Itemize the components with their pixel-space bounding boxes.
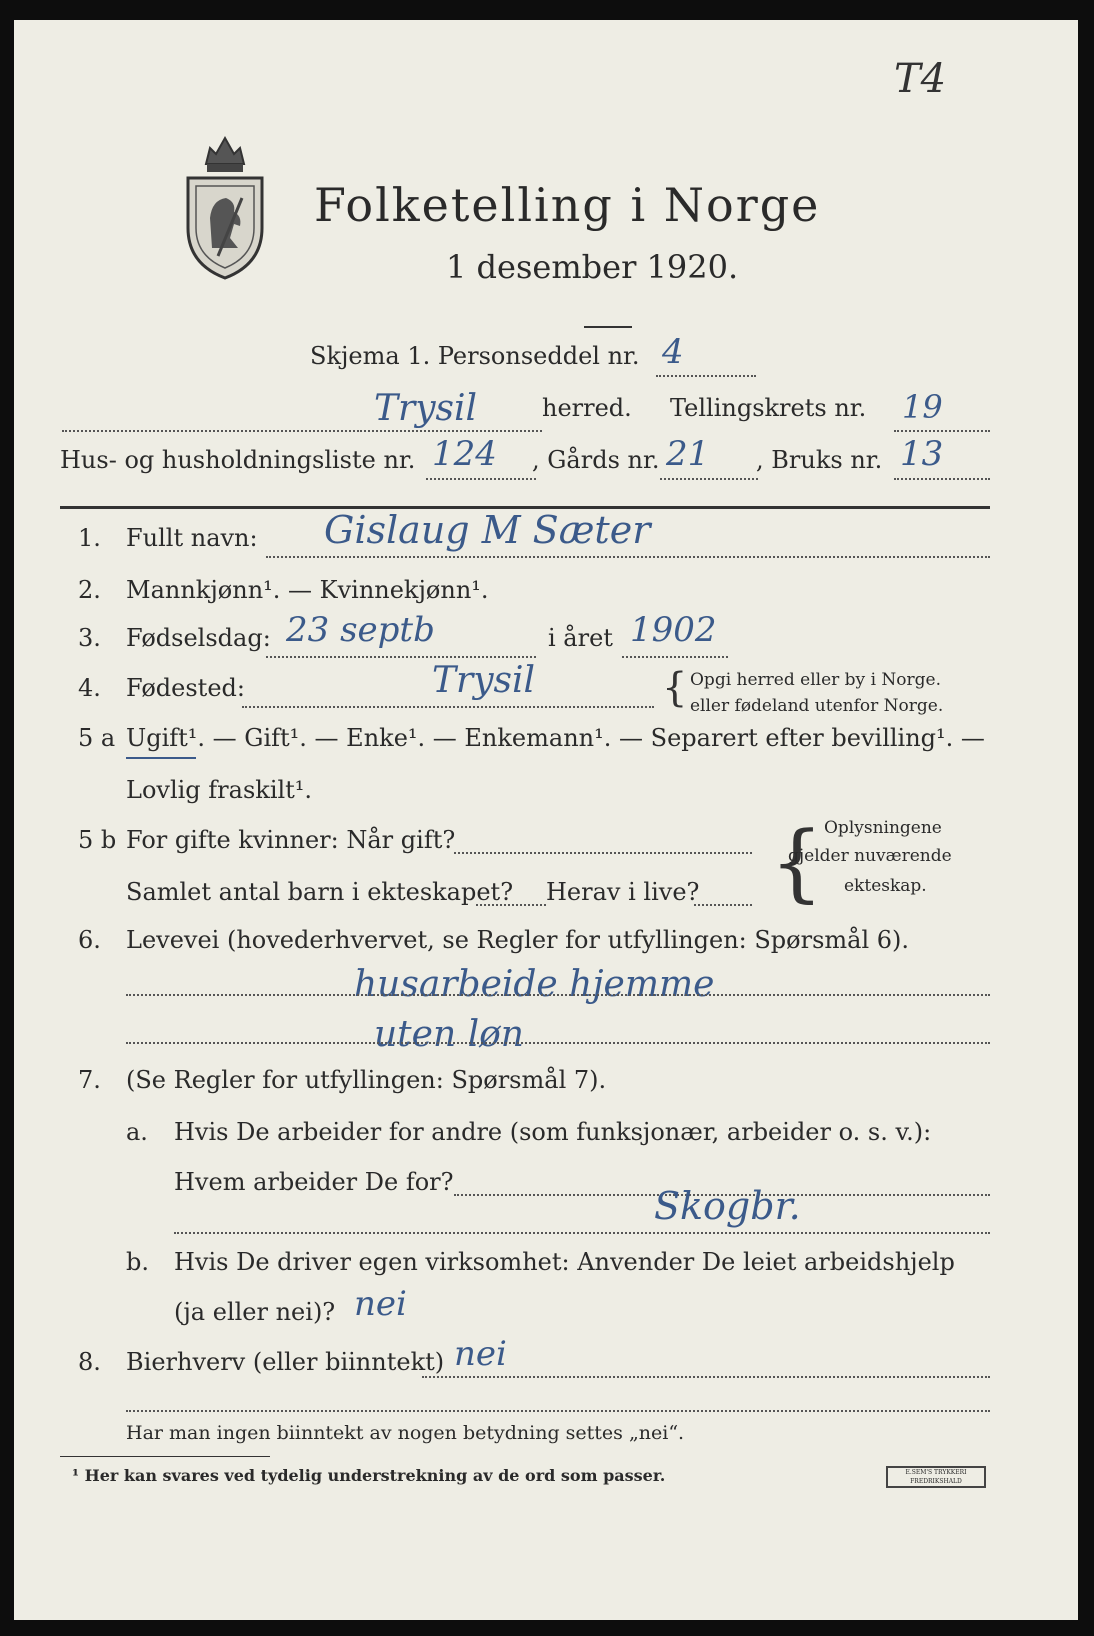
- herred-label: herred.: [542, 394, 632, 422]
- q5b-note-1: Oplysningene: [824, 818, 942, 838]
- q7a-number: a.: [126, 1118, 148, 1146]
- title-divider: [584, 326, 632, 328]
- q5b-label: For gifte kvinner: Når gift?: [126, 826, 456, 854]
- q5a-label-2: Lovlig fraskilt¹.: [126, 776, 313, 804]
- q7a-label-2: Hvem arbeider De for?: [174, 1168, 454, 1196]
- tellingskrets-label: Tellingskrets nr.: [670, 394, 867, 422]
- q7-number: 7.: [78, 1066, 101, 1094]
- q5b-note-2: gjelder nuværende: [788, 846, 952, 866]
- bruks-label: , Bruks nr.: [756, 446, 883, 474]
- q3-label: Fødselsdag:: [126, 624, 271, 652]
- q5b-dots-3: [694, 904, 752, 906]
- q3-year-dots: [622, 656, 728, 658]
- husliste-label: Hus- og husholdningsliste nr.: [60, 446, 416, 474]
- herred-dots-left: [62, 430, 362, 432]
- corner-mark: T4: [894, 56, 947, 102]
- footnote-rule: [60, 1456, 270, 1457]
- census-form: [14, 20, 1078, 1620]
- schema-dots: [656, 375, 756, 377]
- q8-label: Bierhverv (eller biinntekt): [126, 1348, 445, 1376]
- q5b-label-3: Herav i live?: [546, 878, 700, 906]
- herred-dots: [364, 430, 542, 432]
- q4-note-2: eller fødeland utenfor Norge.: [690, 696, 944, 716]
- q8-number: 8.: [78, 1348, 101, 1376]
- q6-number: 6.: [78, 926, 101, 954]
- footnote: ¹ Her kan svares ved tydelig understrekning av de ord som passer.: [72, 1466, 666, 1485]
- q7b-label-2: (ja eller nei)?: [174, 1298, 336, 1326]
- q7a-label: Hvis De arbeider for andre (som funksjonær, arbeider o. s. v.):: [174, 1118, 932, 1146]
- q4-note-1: Opgi herred eller by i Norge.: [690, 670, 941, 690]
- schema-label: Skjema 1. Personseddel nr.: [310, 342, 640, 370]
- gards-label: , Gårds nr.: [532, 446, 660, 474]
- q1-dots: [266, 556, 990, 558]
- bruks-value[interactable]: 13: [900, 434, 944, 474]
- q7b-value[interactable]: nei: [354, 1284, 407, 1324]
- q4-number: 4.: [78, 674, 101, 702]
- q6-dots-2: [126, 1042, 990, 1044]
- q4-brace: {: [662, 665, 688, 711]
- q1-label: Fullt navn:: [126, 524, 258, 552]
- q5b-dots: [454, 852, 752, 854]
- q4-value[interactable]: Trysil: [432, 660, 536, 701]
- gards-value[interactable]: 21: [666, 434, 710, 474]
- bruks-dots: [894, 478, 990, 480]
- q5a-number: 5 a: [78, 724, 116, 752]
- q3-year-label: i året: [548, 624, 613, 652]
- tellingskrets-dots: [894, 430, 990, 432]
- q6-value-2[interactable]: uten løn: [374, 1014, 524, 1055]
- tellingskrets-value[interactable]: 19: [902, 388, 943, 426]
- husliste-value[interactable]: 124: [432, 434, 497, 474]
- schema-value[interactable]: 4: [662, 332, 684, 372]
- q5b-number: 5 b: [78, 826, 117, 854]
- q4-dots: [242, 706, 654, 708]
- q6-dots-1: [126, 994, 990, 996]
- q6-value-1[interactable]: husarbeide hjemme: [354, 964, 715, 1005]
- q5b-dots-2: [476, 904, 546, 906]
- q8-value[interactable]: nei: [454, 1334, 507, 1374]
- q7b-number: b.: [126, 1248, 149, 1276]
- q7a-value[interactable]: Skogbr.: [654, 1184, 801, 1228]
- note-nei: Har man ingen biinntekt av nogen betydning settes „nei“.: [126, 1422, 685, 1444]
- q1-value[interactable]: Gislaug M Sæter: [324, 508, 651, 552]
- q1-number: 1.: [78, 524, 101, 552]
- q5b-label-2: Samlet antal barn i ekteskapet?: [126, 878, 514, 906]
- q8-dots-2: [126, 1410, 990, 1412]
- printer-stamp: E.SEM'S TRYKKERI FREDRIKSHALD: [886, 1466, 986, 1488]
- q3-value[interactable]: 23 septb: [286, 610, 435, 650]
- census-date: 1 desember 1920.: [446, 248, 739, 286]
- husliste-dots: [426, 478, 536, 480]
- q6-label: Levevei (hovederhvervet, se Regler for utfyllingen: Spørsmål 6).: [126, 926, 910, 954]
- ugift-underline: [126, 757, 196, 759]
- q3-number: 3.: [78, 624, 101, 652]
- q7-label: (Se Regler for utfyllingen: Spørsmål 7).: [126, 1066, 607, 1094]
- q4-label: Fødested:: [126, 674, 245, 702]
- q8-dots: [422, 1376, 990, 1378]
- q2-label: Mannkjønn¹. — Kvinnekjønn¹.: [126, 576, 489, 604]
- q7b-label: Hvis De driver egen virksomhet: Anvender De leiet arbeidshjelp: [174, 1248, 955, 1276]
- coat-of-arms-icon: [182, 128, 268, 280]
- q7a-dots-2: [174, 1232, 990, 1234]
- herred-value[interactable]: Trysil: [374, 388, 478, 429]
- form-title: Folketelling i Norge: [314, 178, 821, 232]
- q2-number: 2.: [78, 576, 101, 604]
- q5b-brace: {: [770, 813, 824, 911]
- gards-dots: [660, 478, 758, 480]
- q3-dots: [266, 656, 536, 658]
- q3-year-value[interactable]: 1902: [630, 610, 717, 650]
- q5a-label: Ugift¹. — Gift¹. — Enke¹. — Enkemann¹. — Separert efter bevilling¹. —: [126, 724, 985, 752]
- q5b-note-3: ekteskap.: [844, 876, 927, 896]
